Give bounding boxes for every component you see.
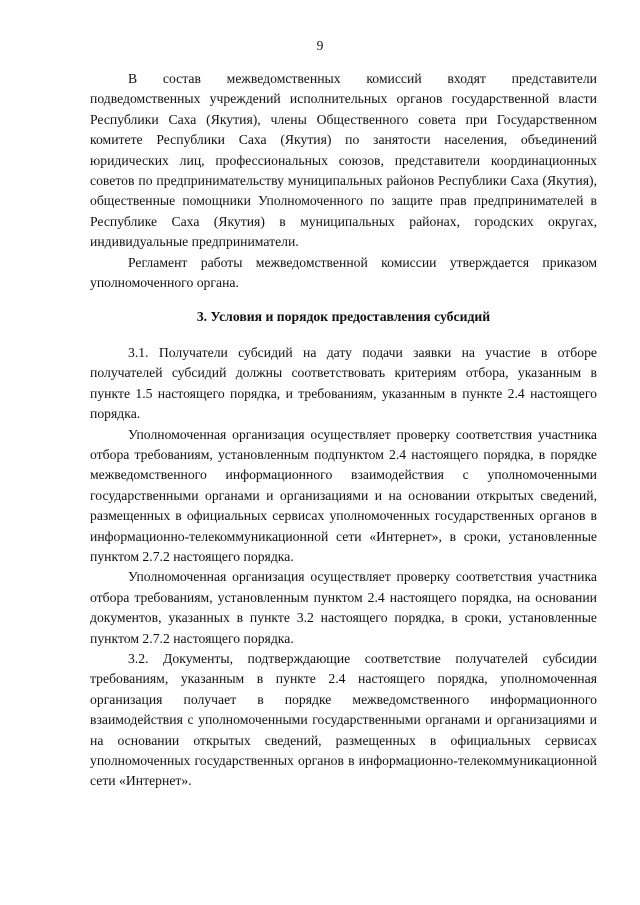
page-number: 9 xyxy=(316,38,324,53)
paragraph-verification-documents: Уполномоченная организация осуществляет проверку соответствия участника отбора требованиям, установленным пунктом 2.4 настоящего порядка, на основании документов, указанных в пункте 3.2 настоящего порядка, в сроки, установленные пунктом 2.7.2 настоящего порядка. xyxy=(90,569,597,646)
paragraph-verification-interagency: Уполномоченная организация осуществляет проверку соответствия участника отбора требованиям, установленным подпунктом 2.4 настоящего порядка, в порядке межведомственного информационного взаимодействия с уполномоченными государственными органами и организациями и на основании открытых сведений, размещенных в официальных сервисах уполномоченных государственных органов в информационно-телекоммуникационной сети «Интернет», в сроки, установленные пунктом 2.7.2 настоящего порядка. xyxy=(90,426,597,564)
document-body xyxy=(90,69,597,792)
paragraph-commission-members: В состав межведомственных комиссий входят представители подведомственных учреждений исполнительных органов государственной власти Республики Саха (Якутия), члены Общественного совета при Государственном комитете Республики Саха (Якутия) по занятости населения, объединений юридических лиц, профессиональных союзов, представители координационных советов по предпринимательству муниципальных районов Республики Саха (Якутия), общественные помощники Уполномоченного по защите прав предпринимателей в Республике Саха (Якутия) в муниципальных районах, городских округах, индивидуальные предприниматели. xyxy=(90,71,597,250)
paragraph-commission-regulation: Регламент работы межведомственной комиссии утверждается приказом уполномоченного органа. xyxy=(90,254,597,291)
paragraph-3-1: 3.1. Получатели субсидий на дату подачи заявки на участие в отборе получателей субсидий должны соответствовать критериям отбора, указанным в пункте 1.5 настоящего порядка, и требованиям, указанным в пункте 2.4 настоящего порядка. xyxy=(90,344,597,422)
paragraph-3-2: 3.2. Документы, подтверждающие соответствие получателей субсидии требованиям, указанным в пункте 2.4 настоящего порядка, уполномоченная организация получает в порядке межведомственного информационного взаимодействия с уполномоченными государственными органами и организациями и на основании открытых сведений, размещенных в официальных сервисах уполномоченных государственных органов в информационно-телекоммуникационной сети «Интернет». xyxy=(90,650,597,789)
section-heading: 3. Условия и порядок предоставления субсидий xyxy=(196,309,491,325)
